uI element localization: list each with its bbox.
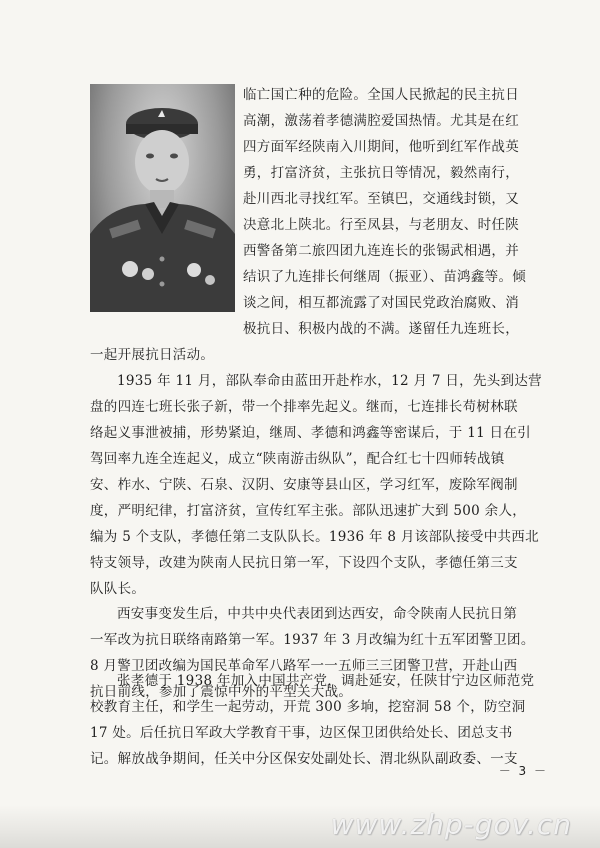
text-line: 络起义事泄被捕，形势紧迫，继周、孝德和鸿鑫等密谋后，于 11 日在引 [90, 425, 531, 441]
text-line: 结识了九连排长何继周（振亚）、苗鸿鑫等。倾 [243, 269, 527, 285]
portrait-photo [90, 84, 235, 312]
text-line: 8 月警卫团改编为国民革命军八路军一一五师三三团警卫营，开赴山西 [90, 658, 518, 674]
text-line: 一军改为抗日联络南路第一军。1937 年 3 月改编为红十五军团警卫团。 [90, 632, 535, 648]
text-line: 编为 5 个支队，孝德任第二支队队长。1936 年 8 月该部队接受中共西北 [90, 529, 539, 545]
text-line: 安、柞水、宁陕、石泉、汉阴、安康等县山区，学习红军，废除军阀制 [90, 477, 518, 493]
portrait-figure [90, 84, 235, 312]
text-line: 盘的四连七班长张子新，带一个排率先起义。继而，七连排长苟树林联 [90, 399, 518, 415]
text-line: 高潮，激荡着孝德满腔爱国热情。尤其是在红 [243, 113, 519, 129]
page-number: － 3 － [498, 764, 548, 778]
text-line: 决意北上陕北。行至凤县，与老朋友、时任陕 [243, 217, 519, 233]
paragraph-4 [90, 668, 565, 772]
text-line: 赴川西北寻找红军。至镇巴，交通线封锁，又 [243, 191, 519, 207]
text-line: 谈之间，相互都流露了对国民党政治腐败、消 [243, 295, 519, 311]
text-line: 特支领导，改建为陕南人民抗日第一军，下设四个支队，孝德任第三支 [90, 555, 518, 571]
text-line: 抗日前线，参加了震惊中外的平型关大战。 [90, 684, 353, 700]
text-line: 驾回率九连全连起义，成立“陕南游击纵队”，配合红七十四师转战镇 [90, 451, 505, 467]
text-line: 勇，打富济贫，主张抗日等情况，毅然南行， [243, 165, 519, 181]
text-line: 度，严明纪律，打富济贫，宣传红军主张。部队迅速扩大到 500 余人， [90, 503, 527, 519]
site-watermark: www.zhp-gov.cn [330, 808, 572, 841]
paragraph-1-float [243, 82, 563, 342]
text-line: 西安事变发生后，中共中央代表团到达西安，命令陕南人民抗日第 [117, 606, 518, 622]
text-line: 17 处。后任抗日军政大学教育干事，边区保卫团供给处长、团总支书 [90, 725, 513, 741]
text-line: 张孝德于 1938 年加入中国共产党，调赴延安，任陕甘宁边区师范党 [117, 673, 535, 689]
text-line: 队队长。 [90, 581, 146, 597]
paragraph-1-tail [90, 342, 565, 368]
text-line: 1935 年 11 月，部队奉命由蓝田开赴柞水，12 月 7 日，先头到达营 [117, 373, 542, 389]
text-line: 四方面军经陕南入川期间，他听到红军作战英 [243, 139, 519, 155]
text-line: 校教育主任，和学生一起劳动，开荒 300 多垧，挖窑洞 58 个，防空洞 [90, 699, 526, 715]
text-line: 极抗日、积极内战的不满。遂留任九连班长， [243, 321, 519, 337]
text-line: 一起开展抗日活动。 [90, 347, 215, 363]
text-line: 西警备第二旅四团九连连长的张锡武相遇，并 [243, 243, 519, 259]
text-line: 记。解放战争期间，任关中分区保安处副处长、渭北纵队副政委、一支 [90, 751, 518, 767]
text-line: 临亡国亡种的危险。全国人民掀起的民主抗日 [243, 87, 519, 103]
paragraph-2 [90, 368, 565, 602]
